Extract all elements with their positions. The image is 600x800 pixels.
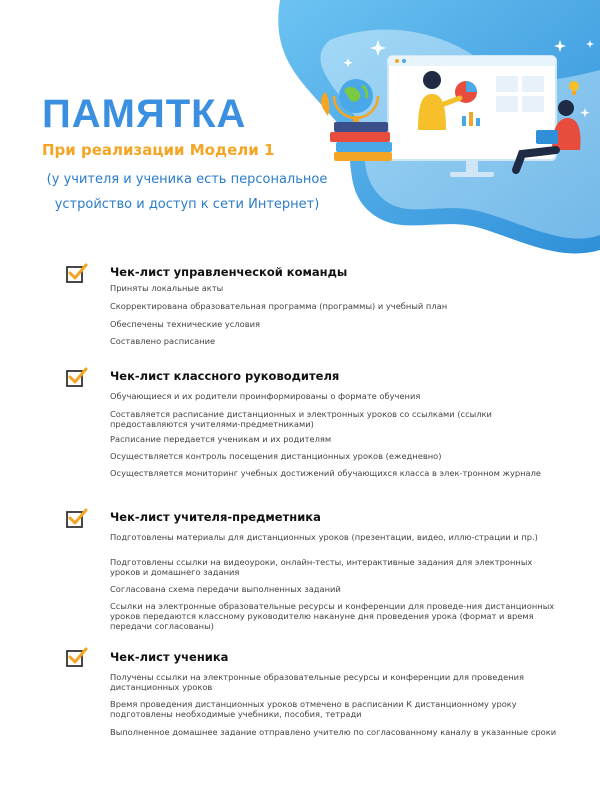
page-subtitle: При реализации Модели 1 <box>42 141 275 159</box>
section-title: Чек-лист учителя-предметника <box>110 510 321 524</box>
list-item: Расписание передается ученикам и их родителям <box>110 434 332 444</box>
list-item: Время проведения дистанционных уроков отмечено в расписании К дистанционному уроку подготовлены необходимые учебники, пособия, тетради <box>110 699 517 719</box>
checkbox-checked-icon <box>66 367 88 387</box>
list-item: Подготовлены материалы для дистанционных уроков (презентации, видео, иллю-страции и пр.) <box>110 532 538 542</box>
list-item: Составлено расписание <box>110 336 216 346</box>
checkbox-checked-icon <box>66 508 88 528</box>
list-item: Получены ссылки на электронные образовательные ресурсы и конференции для проведения дистанционных уроков <box>110 672 524 692</box>
list-item: Подготовлены ссылки на видеоуроки, онлайн-тесты, интерактивные задания для электронных уроков и домашнего задания <box>110 557 533 577</box>
checkbox-checked-icon <box>66 263 88 283</box>
monitor-icon <box>388 56 556 177</box>
list-item: Составляется расписание дистанционных и электронных уроков со ссылками (ссылки предоставляются учителями-предметниками) <box>110 409 492 429</box>
list-item: Ссылки на электронные образовательные ресурсы и конференции для проведе-ния дистанционных уроков передаются классному руководителю накануне дня проведения урока (формат и время передачи согласованы) <box>110 601 555 631</box>
books-icon <box>330 122 392 161</box>
page-title: ПАМЯТКА <box>42 92 247 136</box>
list-item: Скорректирована образовательная программа (программы) и учебный план <box>110 301 448 311</box>
list-item: Согласована схема передачи выполненных заданий <box>110 584 341 594</box>
section-title: Чек-лист ученика <box>110 650 229 664</box>
list-item: Приняты локальные акты <box>110 283 224 293</box>
list-item: Осуществляется контроль посещения дистанционных уроков (ежедневно) <box>110 451 442 461</box>
list-item: Обеспечены технические условия <box>110 319 260 329</box>
page-subtext: (у учителя и ученика есть персональное устройство и доступ к сети Интернет) <box>46 172 328 212</box>
checkbox-checked-icon <box>66 647 88 667</box>
section-title: Чек-лист управленческой команды <box>110 265 348 279</box>
list-item: Выполненное домашнее задание отправлено учителю по согласованному каналу в указанные сроки <box>110 727 557 737</box>
list-item: Осуществляется мониторинг учебных достижений обучающихся класса в элек-тронном журнале <box>110 468 542 478</box>
section-title: Чек-лист классного руководителя <box>110 369 340 383</box>
list-item: Обучающиеся и их родители проинформированы о формате обучения <box>110 391 421 401</box>
